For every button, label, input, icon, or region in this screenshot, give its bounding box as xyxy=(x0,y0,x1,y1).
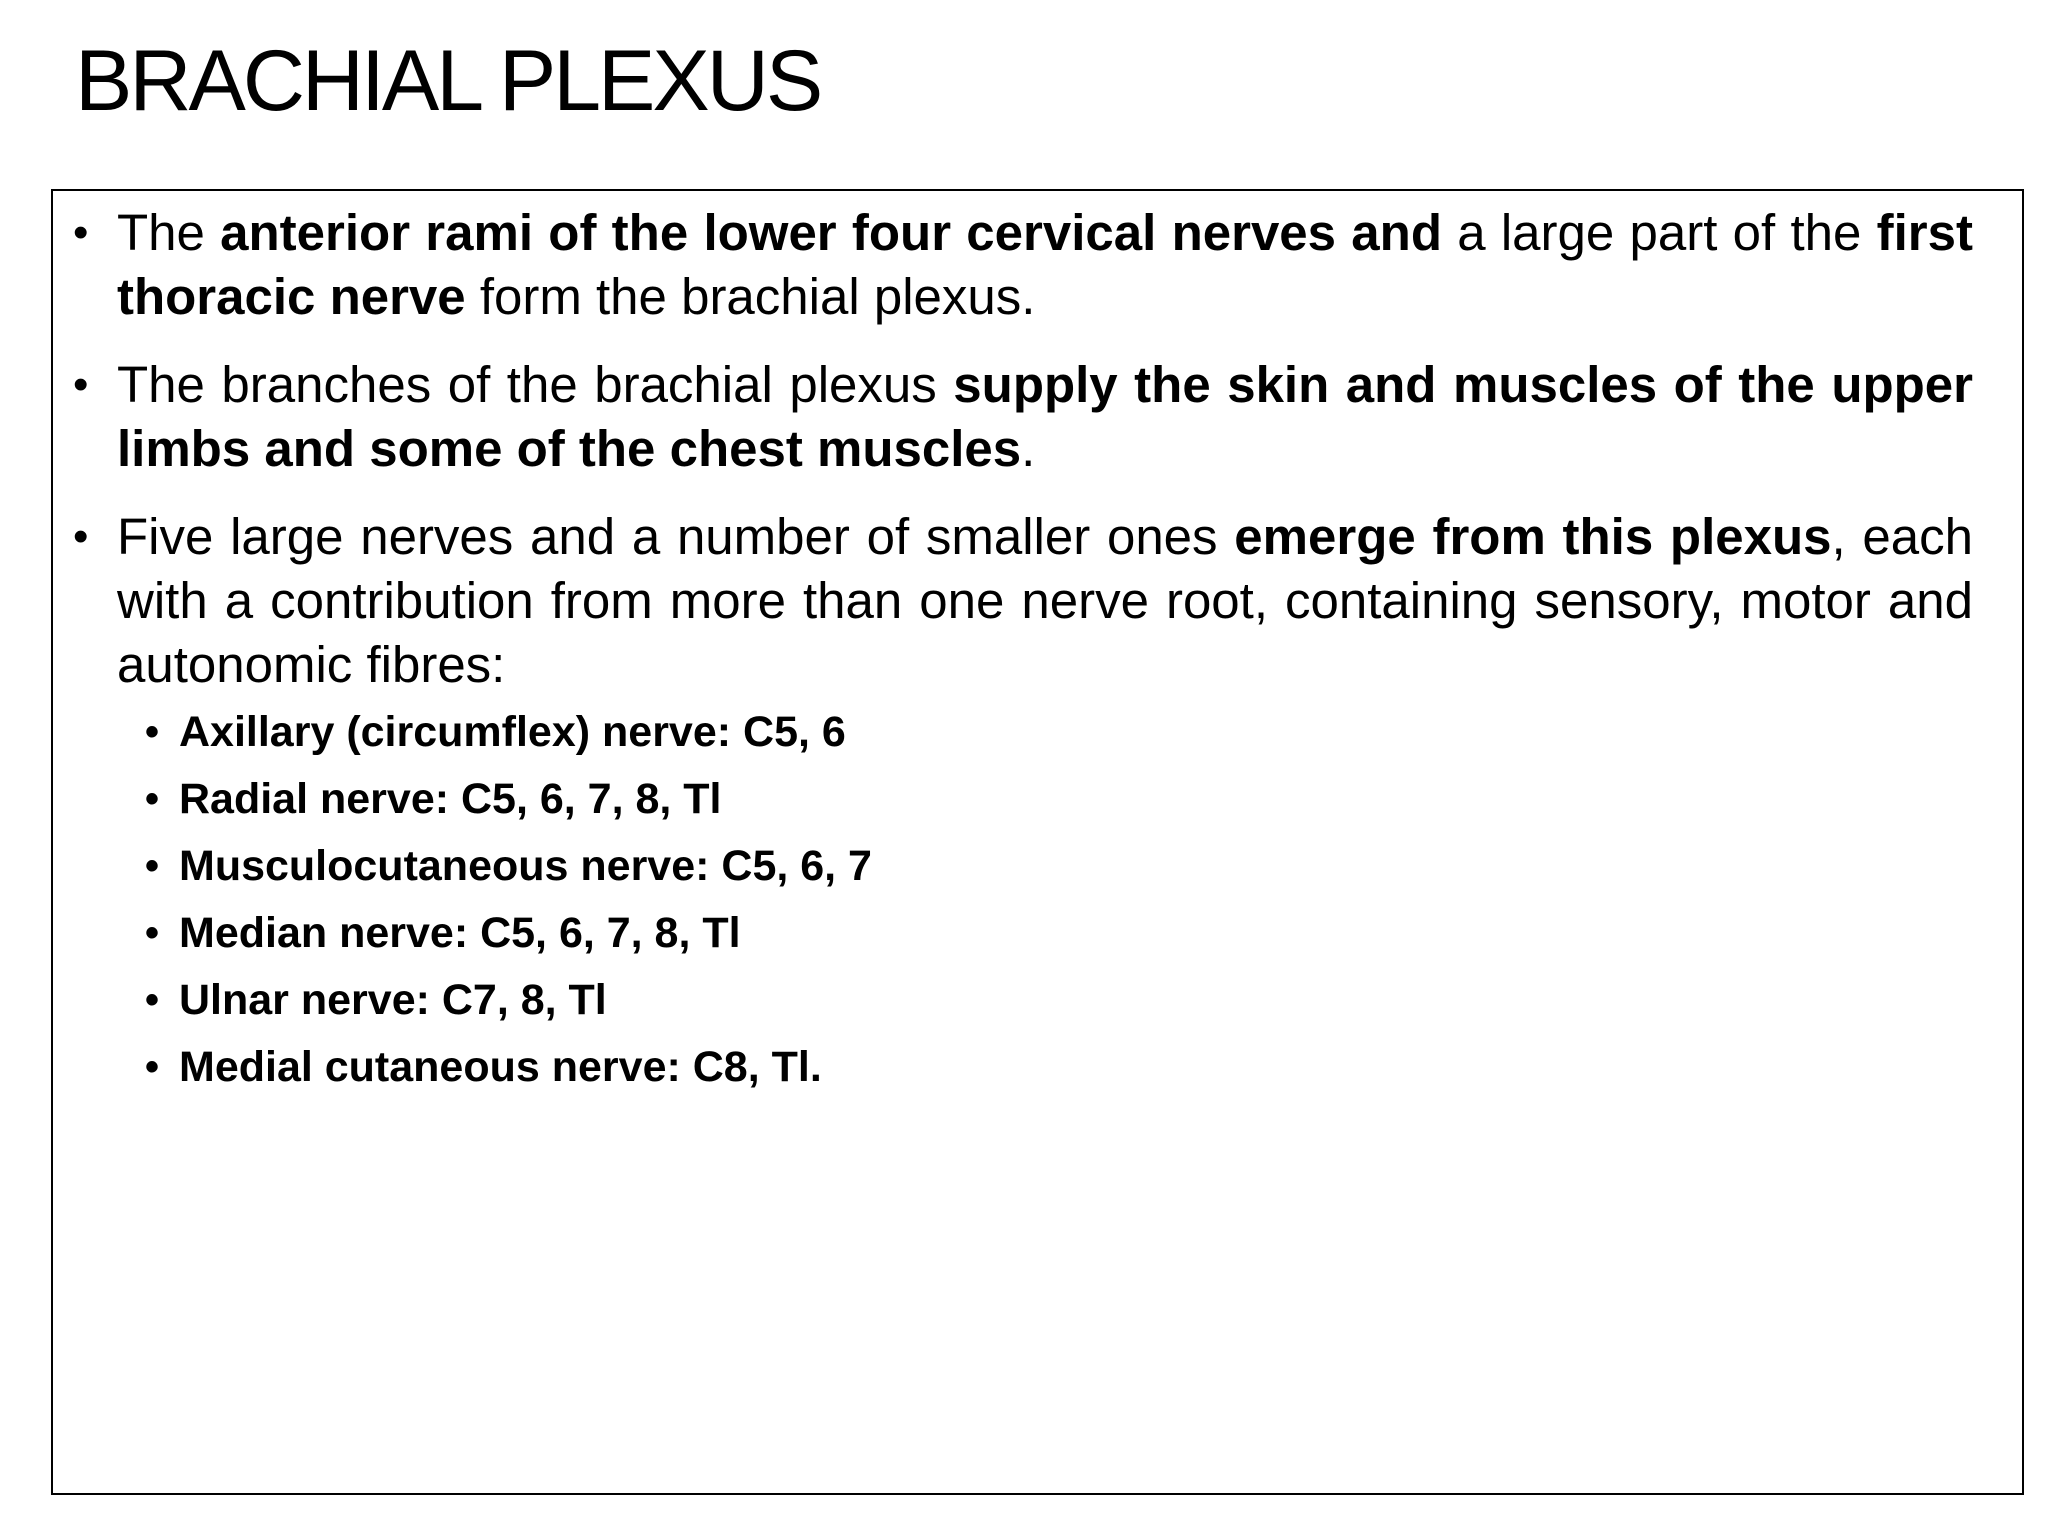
nerve-item-musculocutaneous xyxy=(145,833,2001,900)
bullet-3-text-1: Five large nerves and a number of smaller ones xyxy=(117,508,1235,565)
nerve-item-axillary xyxy=(145,699,2001,766)
bullet-1-text-3: form the brachial plexus. xyxy=(465,268,1036,325)
bullet-1-bold-1: anterior rami of the lower four cervical nerves and xyxy=(220,204,1442,261)
nerve-label: Axillary (circumflex) nerve: C5, 6 xyxy=(179,708,846,756)
bullet-dot-icon: • xyxy=(73,512,89,561)
nerve-list xyxy=(145,699,2001,1101)
bullet-dot-icon: • xyxy=(73,360,89,409)
sub-bullet-dot-icon: • xyxy=(145,777,160,821)
bullet-3-bold-1: emerge from this plexus xyxy=(1234,508,1832,565)
bullet-item-3 xyxy=(73,505,1973,1101)
sub-bullet-dot-icon: • xyxy=(145,978,160,1022)
bullet-item-1 xyxy=(73,201,1973,329)
sub-bullet-dot-icon: • xyxy=(145,1045,160,1089)
nerve-label: Musculocutaneous nerve: C5, 6, 7 xyxy=(179,842,872,890)
bullet-2-bold-1: supply the skin and muscles of the upper limbs and some of the chest muscles xyxy=(117,356,1973,477)
nerve-label: Ulnar nerve: C7, 8, Tl xyxy=(179,976,607,1024)
bullet-1-text-2: a large part of the xyxy=(1441,204,1877,261)
bullet-dot-icon: • xyxy=(73,208,89,257)
bullet-2-text-2: . xyxy=(1021,420,1036,477)
sub-bullet-dot-icon: • xyxy=(145,844,160,888)
slide-title: BRACHIAL PLEXUS xyxy=(75,33,821,129)
nerve-label: Radial nerve: C5, 6, 7, 8, Tl xyxy=(179,775,722,823)
nerve-item-median xyxy=(145,900,2001,967)
nerve-item-radial xyxy=(145,766,2001,833)
nerve-item-medial-cutaneous xyxy=(145,1034,2001,1101)
nerve-label: Medial cutaneous nerve: C8, Tl. xyxy=(179,1043,822,1091)
sub-bullet-dot-icon: • xyxy=(145,710,160,754)
bullet-1-bold-2: first thoracic nerve xyxy=(117,204,1973,325)
bullet-2-text-1: The branches of the brachial plexus xyxy=(117,356,954,413)
nerve-item-ulnar xyxy=(145,967,2001,1034)
bullet-list xyxy=(73,201,1973,1125)
content-box xyxy=(51,189,2024,1495)
bullet-item-2 xyxy=(73,353,1973,481)
sub-bullet-dot-icon: • xyxy=(145,911,160,955)
bullet-3-text-2: , each with a contribution from more than one nerve root, containing sensory, motor and autonomic fibres: xyxy=(117,508,1974,693)
bullet-1-text-1: The xyxy=(117,204,221,261)
nerve-label: Median nerve: C5, 6, 7, 8, Tl xyxy=(179,909,741,957)
